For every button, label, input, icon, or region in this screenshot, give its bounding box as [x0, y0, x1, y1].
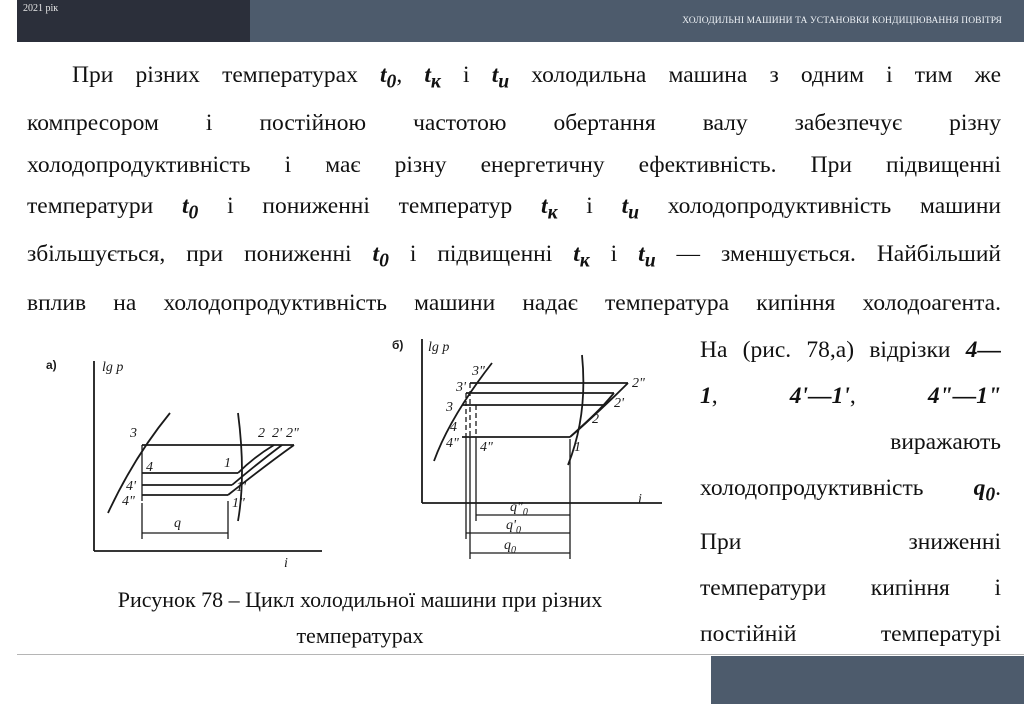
caption-line-2: температурах [296, 623, 424, 648]
header-left-block [17, 0, 250, 42]
panel-a-point-2p: 2' [272, 426, 282, 441]
paragraph-line-5: збільшується, при пониженні $t_0$ і підвищенні $t_к$ і $t_и$ — зменшується. Найбільший [27, 241, 1001, 273]
panel-b-y-label: lg p [428, 340, 450, 355]
side-line-6: температури кипіння і [700, 574, 1001, 601]
side-line-7: постійній температурі [700, 620, 1001, 647]
panel-a-point-4p: 4' [126, 479, 136, 494]
side-paragraph [700, 327, 1001, 657]
paragraph-line-6: вплив на холодопродуктивність машини надає температура кипіння холодоагента. [27, 289, 1001, 316]
panel-b-point-4b: 4" [480, 440, 493, 455]
figure-78-diagram [22, 325, 692, 590]
main-paragraph [27, 55, 1001, 324]
panel-b-label: б) [392, 338, 404, 352]
paragraph-line-1: При різних температурах $t_0$, $t_к$ і $t_и$ холодильна машина з одним і тим же [72, 62, 1002, 93]
panel-b-point-1: 1 [574, 440, 581, 455]
footer-block [711, 656, 1024, 704]
panel-a-point-4pp: 4" [122, 494, 135, 509]
panel-a-point-1p: 1' [236, 480, 246, 495]
panel-a-point-1pp: 1" [232, 496, 245, 511]
side-line-3: виражають [890, 429, 1001, 455]
panel-a-point-3: 3 [130, 426, 137, 441]
panel-b-x-label: i [638, 492, 642, 507]
figure-caption [60, 578, 660, 658]
paragraph-line-3: холодопродуктивність і має різну енергетичну ефективність. При підвищенні [27, 151, 1001, 178]
panel-b-point-3p: 3' [456, 380, 466, 395]
footer-divider [17, 654, 1024, 655]
header-right-block [250, 0, 1024, 42]
panel-a-q-label: q [174, 516, 181, 531]
paragraph-line-4: температури $t_0$ і пониженні температур $t_к$ і $t_и$ холодопродуктивність машини [27, 193, 1002, 224]
paragraph-line-2: компресором і постійною частотою обертання валу забезпечує різну [27, 110, 1001, 137]
panel-b-point-4: 4 [450, 420, 457, 435]
header-title: ХОЛОДИЛЬНІ МАШИНИ ТА УСТАНОВКИ КОНДИЦІЮВАННЯ ПОВІТРЯ [682, 16, 1002, 26]
panel-b-q0p: $q'_0$ [506, 518, 521, 536]
caption-line-1: Рисунок 78 – Цикл холодильної машини при різних [117, 587, 603, 612]
side-line-4: холодопродуктивність $q_0$. [700, 475, 1001, 506]
panel-a-point-1: 1 [224, 456, 231, 471]
panel-b-q0pp: $q"_0$ [510, 500, 528, 518]
panel-a-x-label: i [284, 556, 288, 571]
figure-78 [22, 325, 692, 590]
side-line-2: 1, 4'—1', 4"—1" [700, 383, 1001, 409]
panel-b-point-2: 2 [592, 412, 599, 427]
panel-a-compression-2 [232, 445, 282, 485]
panel-a-q-dimension [142, 501, 228, 539]
side-line-1: На (рис. 78,а) відрізки 4— [700, 337, 1001, 363]
panel-b-q-dimensions [466, 437, 570, 559]
panel-a-liquid-line [108, 413, 170, 513]
panel-a-y-label: lg p [102, 360, 124, 375]
panel-a-point-2pp: 2" [286, 426, 299, 441]
panel-a-compression-1 [238, 445, 274, 473]
side-line-5: При зниженні [700, 528, 1001, 555]
header-year: 2021 рік [23, 3, 59, 14]
panel-b-point-3pp: 3" [472, 364, 485, 379]
panel-a-label: а) [46, 358, 57, 372]
panel-b-point-3: 3 [446, 400, 453, 415]
panel-b-point-2pp: 2" [632, 376, 645, 391]
panel-b-q0: $q_0$ [504, 538, 516, 556]
panel-a-point-4: 4 [146, 460, 153, 475]
panel-b-point-4pp: 4" [446, 436, 459, 451]
panel-b-point-2p: 2' [614, 396, 624, 411]
panel-a-point-2: 2 [258, 426, 265, 441]
